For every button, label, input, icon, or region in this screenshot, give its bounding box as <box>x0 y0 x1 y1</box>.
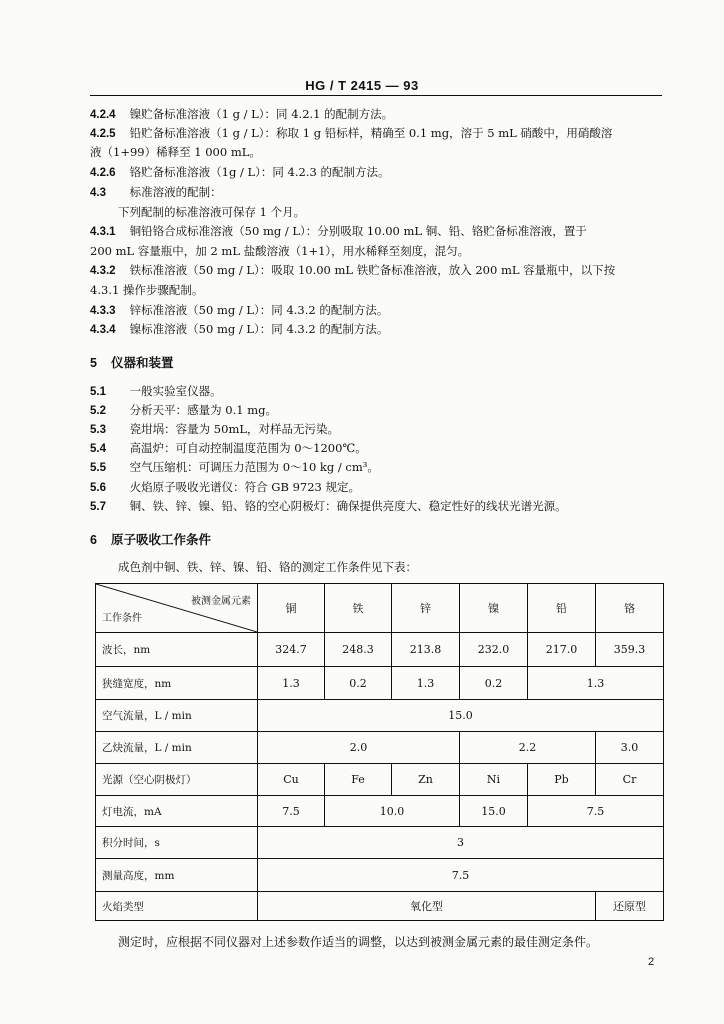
clause-4-3-note: 下列配制的标准溶液可保存 1 个月。 <box>118 205 306 219</box>
clause-4-3-4: 4.3.4 镍标准溶液（50 mg / L）：同 4.3.2 的配制方法。 <box>90 322 389 336</box>
col-header-fe: 铁 <box>325 584 392 633</box>
clause-5-5: 5.5 空气压缩机：可调压力范围为 0～10 kg / cm³。 <box>90 460 379 474</box>
row-slit-width: 狭缝宽度，nm 1.3 0.2 1.3 0.2 1.3 <box>96 667 664 700</box>
clause-4-2-5: 4.2.5 铅贮备标准溶液（1 g / L）：称取 1 g 铅标样，精确至 0.1 mg，溶于 5 mL 硝酸中，用硝酸溶 <box>90 126 613 140</box>
clause-4-2-5-cont: 液（1+99）稀释至 1 000 mL。 <box>90 145 261 159</box>
col-header-cr: 铬 <box>596 584 664 633</box>
clause-4-3-1-cont: 200 mL 容量瓶中，加 2 mL 盐酸溶液（1+1），用水稀释至刻度，混匀。 <box>90 244 470 258</box>
header-element-label: 被测金属元素 <box>191 596 251 607</box>
clause-5-4: 5.4 高温炉：可自动控制温度范围为 0～1200℃。 <box>90 441 367 455</box>
row-measure-height: 测量高度，mm 7.5 <box>96 859 664 892</box>
col-header-ni: 镍 <box>460 584 528 633</box>
row-acetylene-flow: 乙炔流量，L / min 2.0 2.2 3.0 <box>96 732 664 764</box>
clause-4-3: 4.3 标准溶液的配制： <box>90 185 222 199</box>
clause-5-1: 5.1 一般实验室仪器。 <box>90 384 222 398</box>
clause-5-7: 5.7 铜、铁、锌、镍、铅、铬的空心阴极灯：确保提供亮度大、稳定性好的线状光谱光源。 <box>90 499 567 513</box>
clause-5-3: 5.3 瓷坩埚：容量为 50mL，对样品无污染。 <box>90 422 339 436</box>
page-number: 2 <box>648 956 655 968</box>
row-light-source: 光源（空心阴极灯） Cu Fe Zn Ni Pb Cr <box>96 764 664 796</box>
table-corner-header <box>96 584 258 633</box>
col-header-zn: 锌 <box>392 584 460 633</box>
header-rule <box>90 95 662 96</box>
col-header-pb: 铅 <box>528 584 596 633</box>
clause-5-6: 5.6 火焰原子吸收光谱仪：符合 GB 9723 规定。 <box>90 480 361 494</box>
section-6-heading: 6 原子吸收工作条件 <box>90 532 211 547</box>
footer-note: 测定时，应根据不同仪器对上述参数作适当的调整，以达到被测金属元素的最佳测定条件。 <box>118 935 599 949</box>
clause-4-3-2: 4.3.2 铁标准溶液（50 mg / L）：吸取 10.00 mL 铁贮备标准溶液，放入 200 mL 容量瓶中，以下按 <box>90 263 616 277</box>
row-wavelength: 波长，nm 324.7 248.3 213.8 232.0 217.0 359.3 <box>96 633 664 667</box>
row-lamp-current: 灯电流，mA 7.5 10.0 15.0 7.5 <box>96 796 664 827</box>
document-code: HG / T 2415 — 93 <box>305 78 419 93</box>
clause-4-3-1: 4.3.1 铜铅铬合成标准溶液（50 mg / L）：分别吸取 10.00 mL 铜、铅、铬贮备标准溶液，置于 <box>90 224 587 238</box>
clause-4-2-6: 4.2.6 铬贮备标准溶液（1g / L）：同 4.2.3 的配制方法。 <box>90 165 390 179</box>
row-flame-type: 火焰类型 氧化型 还原型 <box>96 892 664 921</box>
header-condition-label: 工作条件 <box>102 613 142 624</box>
row-air-flow: 空气流量，L / min 15.0 <box>96 700 664 732</box>
section-6-intro: 成色剂中铜、铁、锌、镍、铅、铬的测定工作条件见下表： <box>118 560 417 574</box>
clause-5-2: 5.2 分析天平：感量为 0.1 mg。 <box>90 403 278 417</box>
clause-4-3-3: 4.3.3 锌标准溶液（50 mg / L）：同 4.3.2 的配制方法。 <box>90 303 389 317</box>
clause-4-3-2-cont: 4.3.1 操作步骤配制。 <box>90 283 204 297</box>
row-integration-time: 积分时间，s 3 <box>96 827 664 859</box>
working-conditions-table <box>95 583 664 921</box>
section-5-heading: 5 仪器和装置 <box>90 355 174 370</box>
clause-4-2-4: 4.2.4 镍贮备标准溶液（1 g / L）：同 4.2.1 的配制方法。 <box>90 107 394 121</box>
col-header-cu: 铜 <box>258 584 325 633</box>
